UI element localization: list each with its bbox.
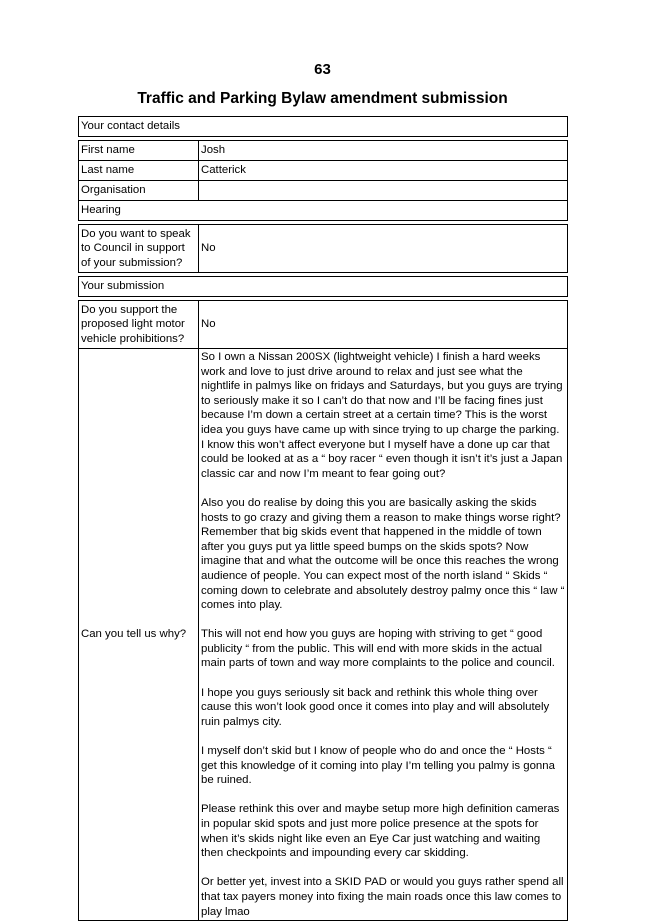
first-name-value: Josh [201,144,226,156]
page-number: 63 [314,61,331,78]
why-label: Can you tell us why? [79,349,199,920]
why-answer [199,349,567,920]
submission-form [78,116,568,921]
contact-details-heading: Your contact details [78,116,568,137]
organisation-row [78,181,568,201]
first-name-row [78,140,568,161]
your-submission-heading: Your submission [78,276,568,297]
last-name-row [78,161,568,181]
last-name-value: Catterick [201,164,246,176]
support-label: Do you support the proposed light motor vehicle prohibitions? [79,301,199,348]
last-name-label: Last name [79,161,199,180]
why-paragraph-7: Or better yet, invest into a SKID PAD or would you guys rather spend all that tax payers money into fixing the main roads once this law comes to play lmao [201,876,564,918]
speak-label: Do you want to speak to Council in support of your submission? [79,225,199,272]
organisation-value [199,181,567,200]
support-value: No [201,318,216,331]
hearing-heading: Hearing [78,201,568,221]
why-paragraph-1: So I own a Nissan 200SX (lightweight vehicle) I finish a hard weeks work and love to just drive around to relax and just see what the nightlife in palmys like on fridays and Saturdays, but you guys are trying to seriously make it so I can’t do that now and I’ll be facing fines just because I’m down a certain street at a certain time? This is the worst idea you guys have came up with since trying to up charge the parking. I know this won’t affect everyone but I myself have a done up car that could be looked at as a “ boy racer “ even though it isn’t it’s just a Japan classic car and now I’m meant to fear going out? [201,351,563,480]
support-row [78,300,568,349]
why-row [78,349,568,921]
speak-row [78,224,568,273]
document-title: Traffic and Parking Bylaw amendment submission [137,90,508,107]
why-paragraph-5: I myself don’t skid but I know of people who do and once the “ Hosts “ get this knowledge of it coming into play I’m telling you palmy is gonna be ruined. [201,745,555,787]
why-paragraph-4: I hope you guys seriously sit back and rethink this whole thing over cause this won’t look good once it comes into play and will absolutely ruin palmys city. [201,686,550,728]
speak-value: No [201,242,216,255]
why-paragraph-3: This will not end how you guys are hoping with striving to get “ good publicity “ from the public. This will end with more skids in the actual main parts of town and way more complaints to the police and council. [201,628,555,670]
why-paragraph-6: Please rethink this over and maybe setup more high definition cameras in popular skid spots and just more police presence at the spots for when it’s skids night like even an Eye Car just watching and waiting then checkpoints and impounding every car skidding. [201,803,560,860]
organisation-label: Organisation [79,181,199,200]
why-paragraph-2: Also you do realise by doing this you are basically asking the skids hosts to go crazy and giving them a reason to make things worse right? Remember that big skids event that happened in the middle of town after you guys put ya little speed bumps on the skids spots? Now imagine that and what the outcome will be once this reaches the wrong audience of people. You can expect most of the north island “ Skids “ coming down to celebrate and absolutely destroy palmy once this “ law “ comes into play. [201,496,565,612]
first-name-label: First name [79,141,199,160]
